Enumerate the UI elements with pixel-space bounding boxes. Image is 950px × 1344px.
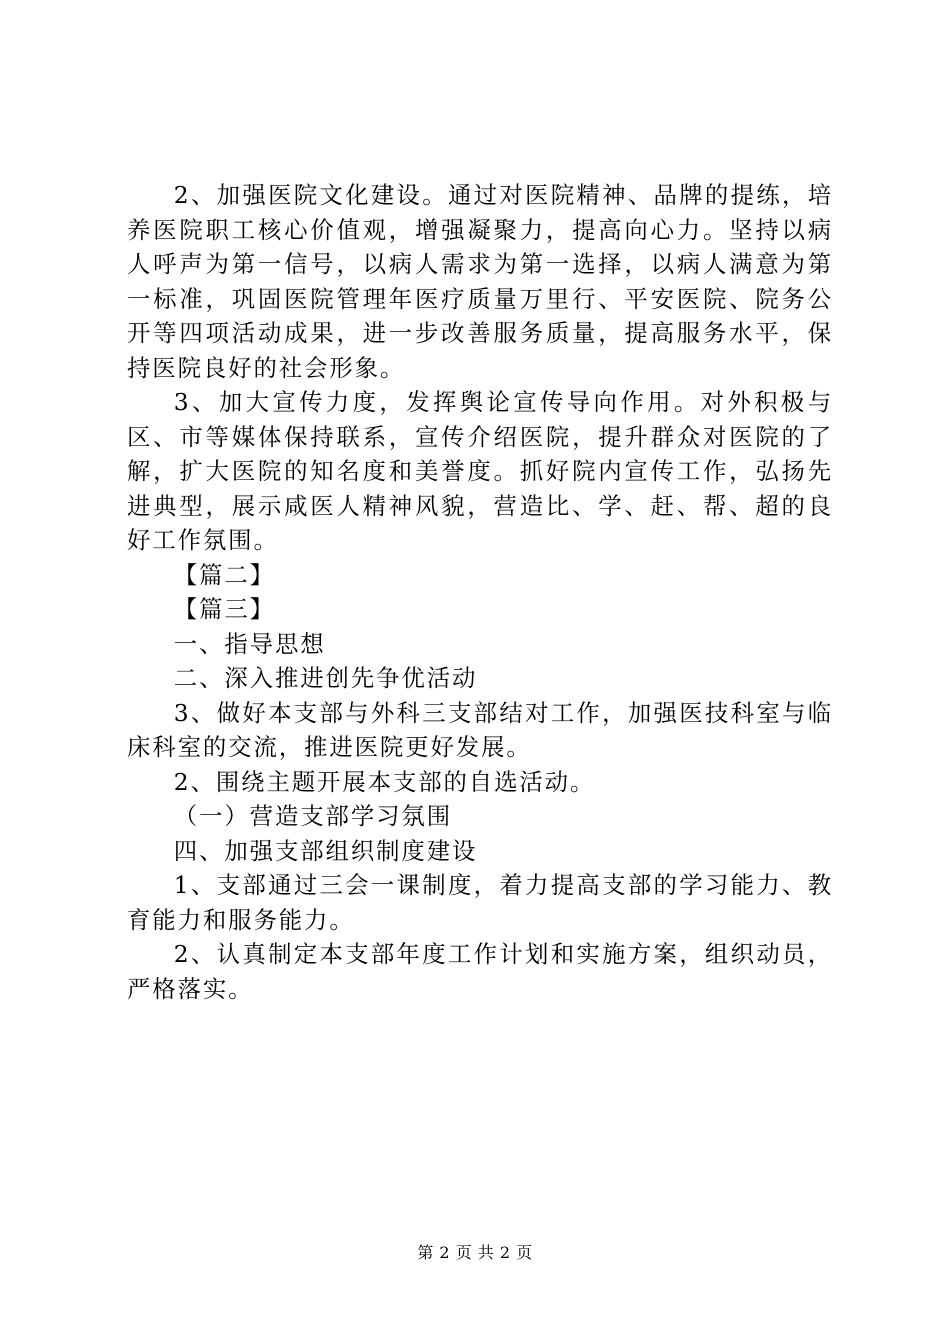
- paragraph-three-meetings: 1、支部通过三会一课制度，着力提高支部的学习能力、教育能力和服务能力。: [127, 871, 833, 934]
- section-heading-part-three: 【篇三】: [173, 595, 275, 623]
- heading-excellence-activity: 二、深入推进创先争优活动: [173, 664, 478, 692]
- paragraph-culture-building: 2、加强医院文化建设。通过对医院精神、品牌的提练，培养医院职工核心价值观，增强凝聚力，提高向心力。坚持以病人呼声为第一信号，以病人需求为第一选择，以病人满意为第一标准，巩固医院管理年医疗质量万里行、平安医院、院务公开等四项活动成果，进一步改善服务质量，提高服务水平，保持医院良好的社会形象。: [127, 181, 833, 382]
- heading-organization-system: 四、加强支部组织制度建设: [173, 836, 478, 865]
- section-heading-part-two: 【篇二】: [173, 560, 275, 589]
- paragraph-branch-pairing: 3、做好本支部与外科三支部结对工作，加强医技科室与临床科室的交流，推进医院更好发展。: [127, 698, 833, 761]
- paragraph-publicity: 3、加大宣传力度，发挥舆论宣传导向作用。对外积极与区、市等媒体保持联系，宣传介绍医院，提升群众对医院的了解，扩大医院的知名度和美誉度。抓好院内宣传工作，弘扬先进典型，展示咸医人精神风貌，营造比、学、赶、帮、超的良好工作氛围。: [127, 388, 833, 554]
- heading-study-atmosphere: （一）营造支部学习氛围: [173, 802, 452, 830]
- page-number-footer: 第 2 页 共 2 页: [417, 1243, 533, 1262]
- paragraph-theme-activity: 2、围绕主题开展本支部的自选活动。: [173, 767, 596, 796]
- document-body: [127, 178, 833, 1006]
- heading-guiding-ideology: 一、指导思想: [173, 629, 326, 658]
- paragraph-annual-plan: 2、认真制定本支部年度工作计划和实施方案，组织动员，严格落实。: [127, 940, 833, 1003]
